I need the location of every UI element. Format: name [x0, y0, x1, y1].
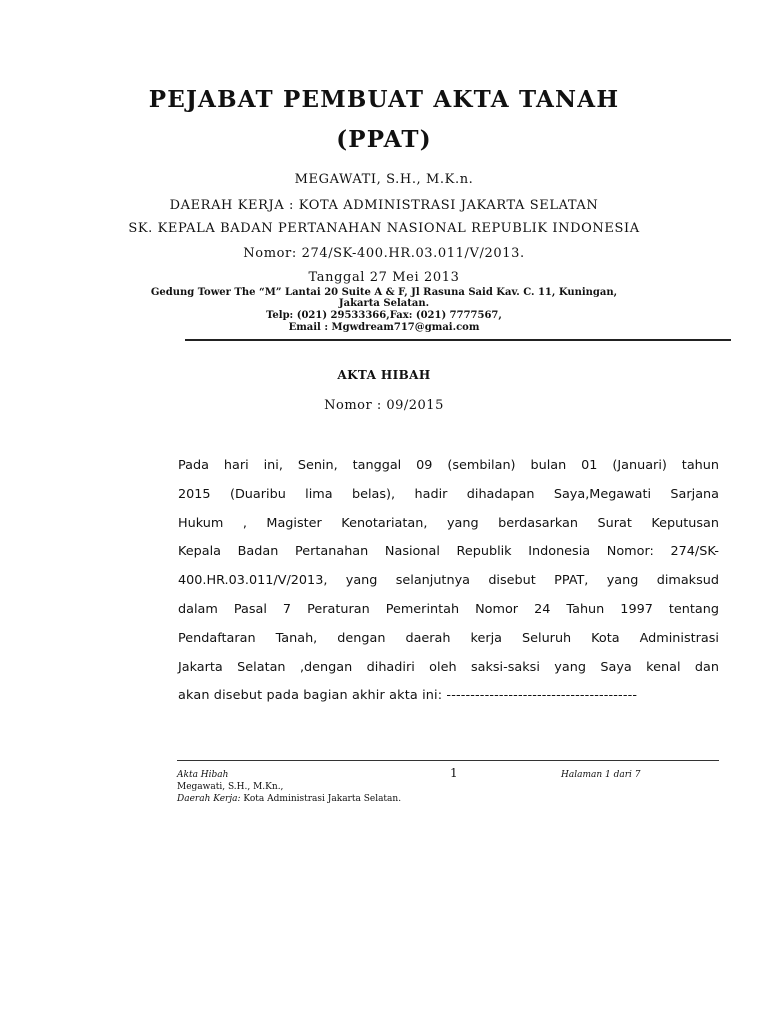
email: Email : Mgwdream717@gmai.com: [288, 322, 480, 333]
office-address: Gedung Tower The “M” Lantai 20 Suite A & F, Jl Rasuna Said Kav. C. 11, Kuningan,: [150, 287, 618, 298]
footer-working-area-value: Kota Administrasi Jakarta Selatan.: [240, 794, 402, 804]
letterhead-title: PEJABAT PEMBUAT AKTA TANAH: [148, 86, 620, 113]
footer-divider: [177, 760, 719, 761]
footer-doc-label: Akta Hibah: [177, 770, 229, 780]
sk-authority: SK. KEPALA BADAN PERTANAHAN NASIONAL REPUBLIK INDONESIA: [128, 221, 640, 236]
body-line: akan disebut pada bagian akhir akta ini: ----------------------------------------: [178, 688, 638, 704]
letterhead-subtitle: (PPAT): [336, 126, 432, 153]
footer-working-area: [177, 794, 401, 804]
deed-number: Nomor : 09/2015: [324, 398, 444, 413]
body-line: Hukum , Magister Kenotariatan, yang berdasarkan Surat Keputusan: [178, 515, 719, 531]
letterhead-divider: [185, 339, 731, 341]
sk-number: Nomor: 274/SK-400.HR.03.011/V/2013.: [243, 246, 525, 261]
body-line: 400.HR.03.011/V/2013, yang selanjutnya disebut PPAT, yang dimaksud: [178, 573, 719, 589]
body-line: Pada hari ini, Senin, tanggal 09 (sembilan) bulan 01 (Januari) tahun: [178, 458, 719, 473]
body-line: Kepala Badan Pertanahan Nasional Republik Indonesia Nomor: 274/SK-: [178, 544, 719, 560]
phone-fax: Telp: (021) 29533366,Fax: (021) 7777567,: [266, 310, 502, 321]
body-line: 2015 (Duaribu lima belas), hadir dihadapan Saya,Megawati Sarjana: [178, 486, 719, 502]
footer-page-number: 1: [450, 766, 458, 780]
deed-body: [178, 452, 719, 711]
working-area: DAERAH KERJA : KOTA ADMINISTRASI JAKARTA SELATAN: [169, 198, 599, 213]
footer-notary-name: Megawati, S.H., M.Kn.,: [177, 782, 284, 792]
footer-working-area-label: Daerah Kerja:: [177, 794, 241, 804]
deed-title: AKTA HIBAH: [337, 368, 431, 382]
body-line: Pendaftaran Tanah, dengan daerah kerja Seluruh Kota Administrasi: [178, 630, 719, 646]
body-line: dalam Pasal 7 Peraturan Pemerintah Nomor 24 Tahun 1997 tentang: [178, 601, 719, 617]
office-city: Jakarta Selatan.: [338, 298, 430, 309]
footer-page-of: Halaman 1 dari 7: [561, 770, 641, 780]
body-line: Jakarta Selatan ,dengan dihadiri oleh saksi-saksi yang Saya kenal dan: [178, 659, 719, 675]
sk-date: Tanggal 27 Mei 2013: [308, 270, 460, 285]
notary-name: MEGAWATI, S.H., M.K.n.: [294, 172, 474, 187]
